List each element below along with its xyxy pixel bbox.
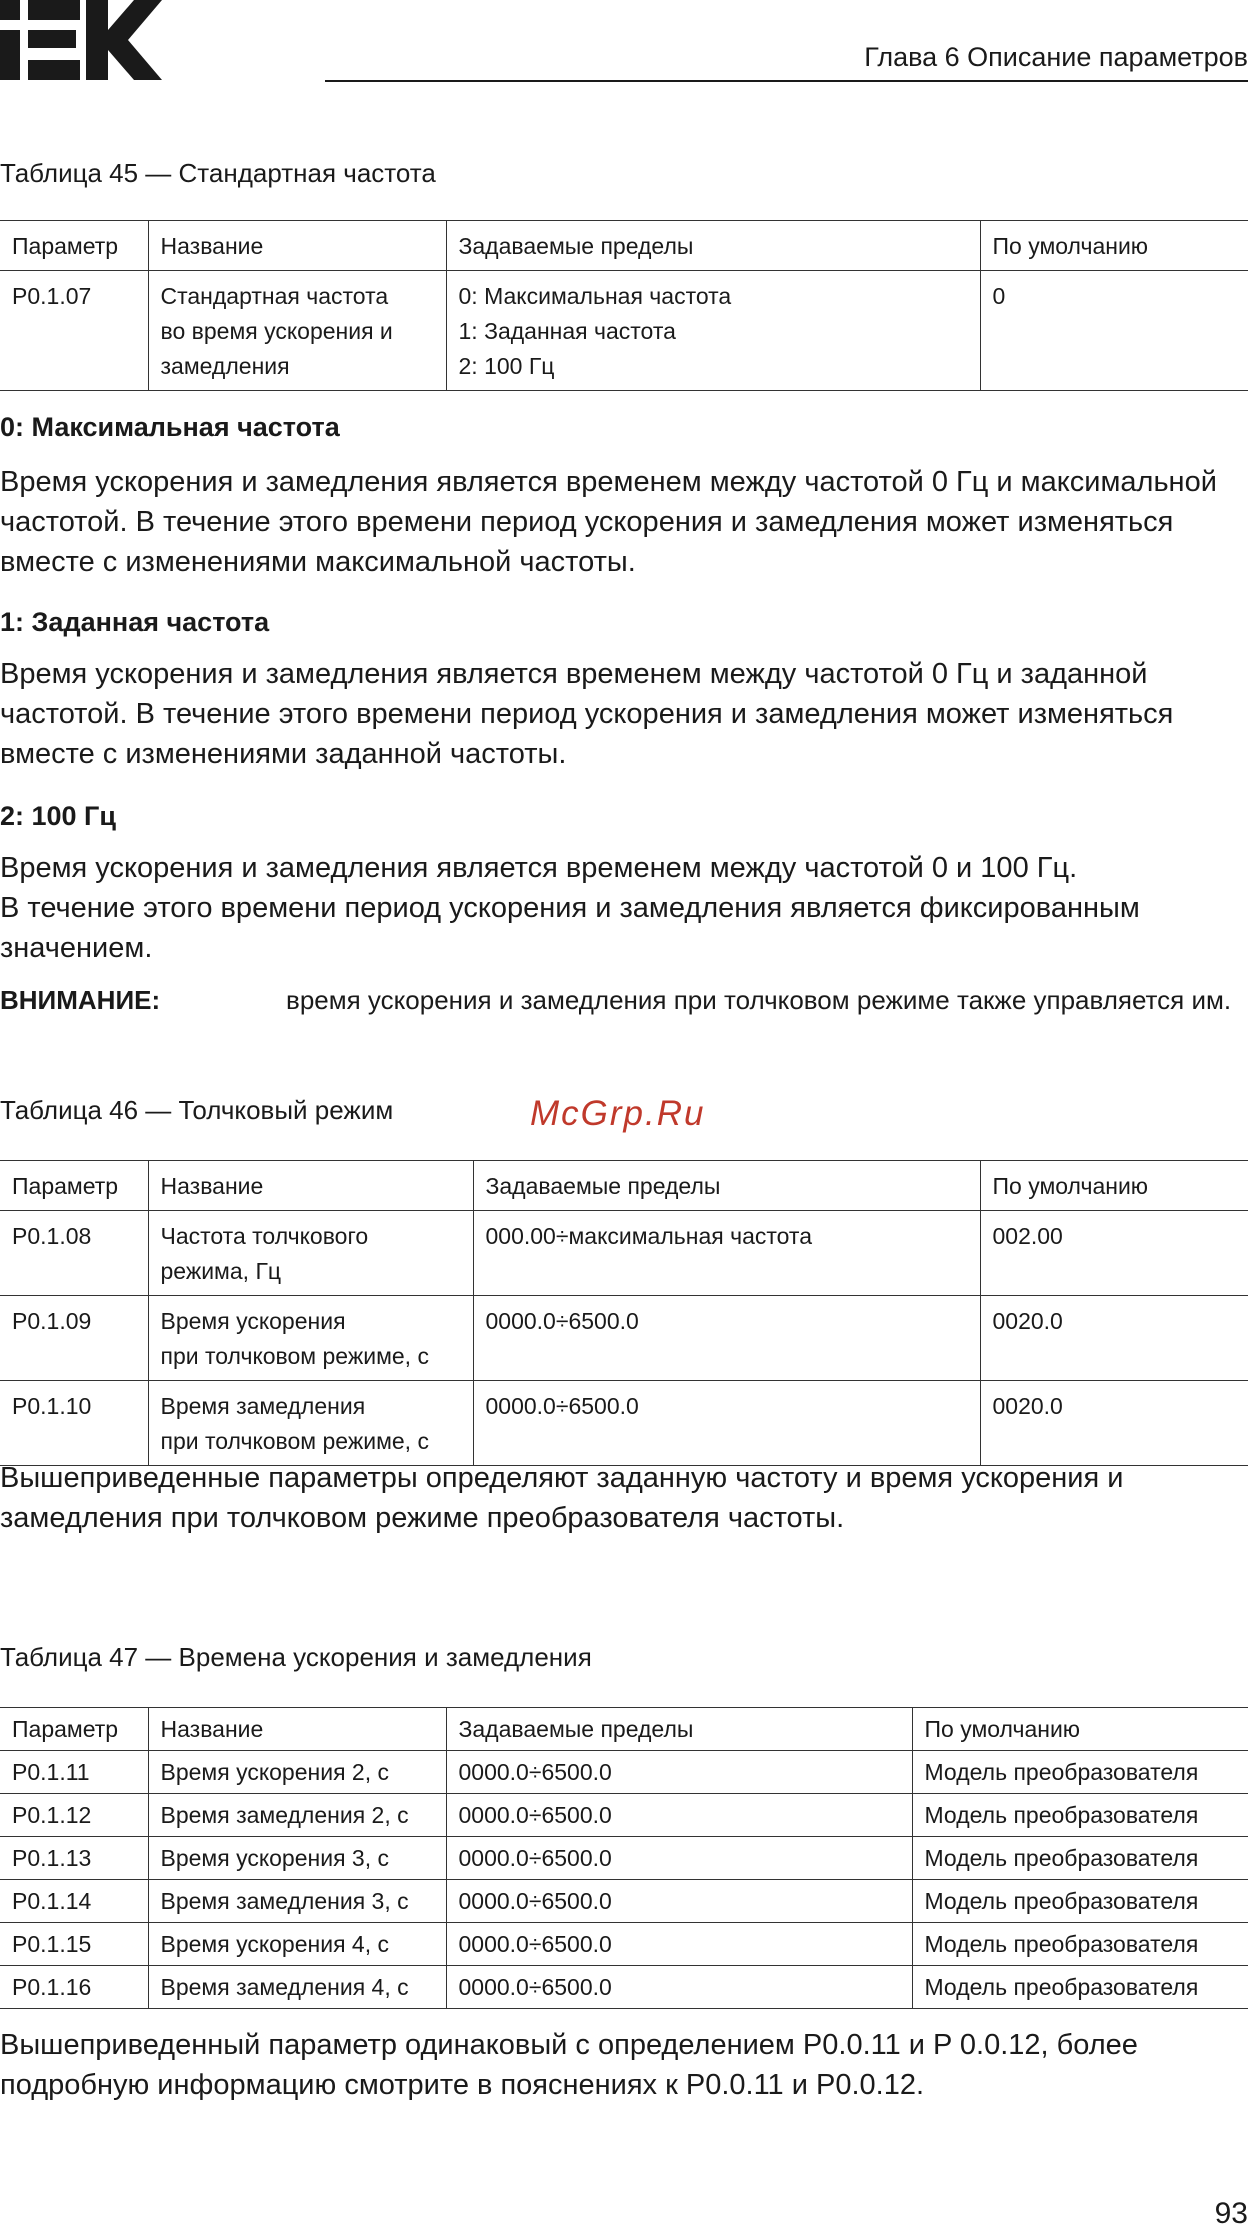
header-divider [325,80,1248,82]
table47-cell: 0000.0÷6500.0 [446,1794,912,1837]
table46-cell: Время ускорения при толчковом режиме, с [148,1296,473,1381]
table47-cell: Модель преобразователя [912,1751,1248,1794]
section0-heading: 0: Максимальная частота [0,412,340,442]
table47-description: Вышеприведенный параметр одинаковый с определением P0.0.11 и P 0.0.12, более подробную информацию смотрите в пояснениях к P0.0.11 и P0.0.12. [0,2029,1138,2101]
table-row [0,1794,1248,1837]
table46-header-param: Параметр [0,1161,148,1211]
table-row [0,1837,1248,1880]
table46 [0,1160,1248,1466]
table47-cell: P0.1.16 [0,1966,148,2009]
table-row [0,1923,1248,1966]
table46-cell: 0020.0 [980,1381,1248,1466]
table47-cell: Время замедления 2, с [148,1794,446,1837]
section1-heading: 1: Заданная частота [0,607,270,637]
table47-cell: Модель преобразователя [912,1923,1248,1966]
table47-header-default: По умолчанию [912,1708,1248,1751]
table46-cell: 0000.0÷6500.0 [473,1381,980,1466]
table46-cell: 000.00÷максимальная частота [473,1211,980,1296]
table47-header-name: Название [148,1708,446,1751]
table47-cell: P0.1.12 [0,1794,148,1837]
section2-text: Время ускорения и замедления является временем между частотой 0 и 100 Гц. В течение этого времени период ускорения и замедления является фиксированным значением. [0,852,1140,964]
table47-cell: Время ускорения 4, с [148,1923,446,1966]
table-row [0,271,1248,391]
table46-cell: 002.00 [980,1211,1248,1296]
table46-cell: P0.1.09 [0,1296,148,1381]
table-row [0,1966,1248,2009]
table46-header-name: Название [148,1161,473,1211]
table47-cell: Время замедления 3, с [148,1880,446,1923]
table-row [0,1880,1248,1923]
table47-cell: 0000.0÷6500.0 [446,1837,912,1880]
table47-cell: Время ускорения 3, с [148,1837,446,1880]
table47-cell: 0000.0÷6500.0 [446,1923,912,1966]
table47-cell: 0000.0÷6500.0 [446,1880,912,1923]
table47-header-range: Задаваемые пределы [446,1708,912,1751]
table46-header-default: По умолчанию [980,1161,1248,1211]
note-label: ВНИМАНИЕ: [0,985,161,1015]
table47-cell: Модель преобразователя [912,1837,1248,1880]
table46-cell: 0020.0 [980,1296,1248,1381]
iek-logo [0,0,162,80]
table46-description: Вышеприведенные параметры определяют заданную частоту и время ускорения и замедления при толчковом режиме преобразователя частоты. [0,1462,1124,1534]
table47-cell: 0000.0÷6500.0 [446,1966,912,2009]
table47 [0,1707,1248,2009]
table45-header-param: Параметр [0,221,148,271]
chapter-title: Глава 6 Описание параметров [864,42,1248,72]
table46-cell: 0000.0÷6500.0 [473,1296,980,1381]
table46-cell: Частота толчкового режима, Гц [148,1211,473,1296]
table46-cell: P0.1.10 [0,1381,148,1466]
table45-cell: P0.1.07 [0,271,148,391]
note-text: время ускорения и замедления при толчковом режиме также управляется им. [286,985,1232,1015]
section1-text: Время ускорения и замедления является временем между частотой 0 Гц и заданной частотой. В течение этого времени период ускорения и замедления может изменяться вместе с изменениями заданной частоты. [0,658,1174,770]
table47-cell: P0.1.14 [0,1880,148,1923]
section2-heading: 2: 100 Гц [0,801,116,831]
table47-caption: Таблица 47 — Времена ускорения и замедления [0,1642,592,1672]
table47-cell: Время ускорения 2, с [148,1751,446,1794]
table47-header-param: Параметр [0,1708,148,1751]
table47-cell: P0.1.11 [0,1751,148,1794]
watermark: McGrp.Ru [530,1094,706,1133]
table45-cell: 0: Максимальная частота 1: Заданная частота 2: 100 Гц [446,271,980,391]
table45-cell: 0 [980,271,1248,391]
table46-cell: Время замедления при толчковом режиме, с [148,1381,473,1466]
page-number: 93 [1214,2197,1248,2230]
table47-cell: 0000.0÷6500.0 [446,1751,912,1794]
table47-cell: P0.1.15 [0,1923,148,1966]
table46-cell: P0.1.08 [0,1211,148,1296]
table45-header-name: Название [148,221,446,271]
table47-cell: Модель преобразователя [912,1880,1248,1923]
table-row [0,1296,1248,1381]
table46-caption: Таблица 46 — Толчковый режим [0,1095,394,1125]
table47-cell: Модель преобразователя [912,1794,1248,1837]
table45-header-range: Задаваемые пределы [446,221,980,271]
table45 [0,220,1248,391]
table45-caption: Таблица 45 — Стандартная частота [0,158,436,188]
table45-header-default: По умолчанию [980,221,1248,271]
table47-cell: Время замедления 4, с [148,1966,446,2009]
table47-cell: Модель преобразователя [912,1966,1248,2009]
table-row [0,1751,1248,1794]
table47-cell: P0.1.13 [0,1837,148,1880]
table45-cell: Стандартная частота во время ускорения и замедления [148,271,446,391]
table-row [0,1211,1248,1296]
table46-header-range: Задаваемые пределы [473,1161,980,1211]
table-row [0,1381,1248,1466]
section0-text: Время ускорения и замедления является временем между частотой 0 Гц и максимальной частотой. В течение этого времени период ускорения и замедления может изменяться вместе с изменениями максимальной частоты. [0,466,1217,578]
